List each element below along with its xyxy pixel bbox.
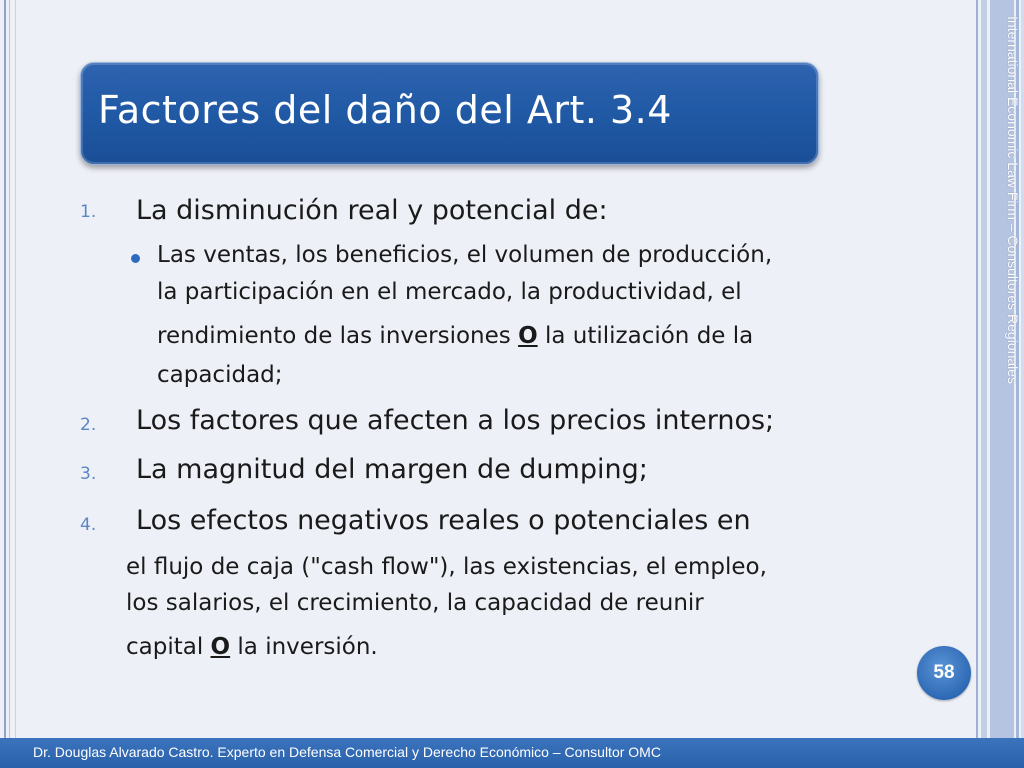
continuation-line: los salarios, el crecimiento, la capacidad de reunir <box>126 590 704 616</box>
subbullet-line: la participación en el mercado, la productividad, el <box>157 279 742 305</box>
right-border-stripe <box>981 0 987 768</box>
left-border-line <box>9 0 10 768</box>
list-item: La disminución real y potencial de: <box>136 195 608 226</box>
page-number-badge: 58 <box>917 646 971 700</box>
subbullet-text: rendimiento de las inversiones <box>157 323 519 349</box>
subbullet-text: la utilización de la <box>537 323 754 349</box>
list-number: 2. <box>80 415 97 435</box>
subbullet-line: capacidad; <box>157 362 283 388</box>
sidebar-firm-name: International Economic Law Firm – Consultores Regionales <box>1005 16 1021 385</box>
list-item: La magnitud del margen de dumping; <box>136 454 648 485</box>
list-item: Los efectos negativos reales o potenciales en <box>136 505 751 536</box>
emphasis-o: O <box>210 634 231 660</box>
emphasis-o: O <box>518 323 538 349</box>
subbullet-line <box>157 323 753 349</box>
subbullet-line: Las ventas, los beneficios, el volumen de producción, <box>157 242 773 268</box>
list-number: 1. <box>80 202 97 222</box>
slide-title: Factores del daño del Art. 3.4 <box>98 88 672 132</box>
bullet-dot <box>131 254 140 263</box>
list-item: Los factores que afecten a los precios internos; <box>136 405 775 436</box>
list-number: 4. <box>80 515 97 535</box>
continuation-text: la inversión. <box>230 634 378 660</box>
footer-text: Dr. Douglas Alvarado Castro. Experto en Defensa Comercial y Derecho Económico – Consultor OMC <box>33 744 661 760</box>
sidebar-vertical-text <box>1003 16 1023 466</box>
continuation-text: capital <box>126 634 211 660</box>
continuation-line: el flujo de caja ("cash flow"), las existencias, el empleo, <box>126 554 767 580</box>
list-number: 3. <box>80 464 97 484</box>
left-border-line <box>15 0 16 768</box>
continuation-line <box>126 634 378 660</box>
left-border-line <box>4 0 6 768</box>
right-border-stripe <box>976 0 978 768</box>
